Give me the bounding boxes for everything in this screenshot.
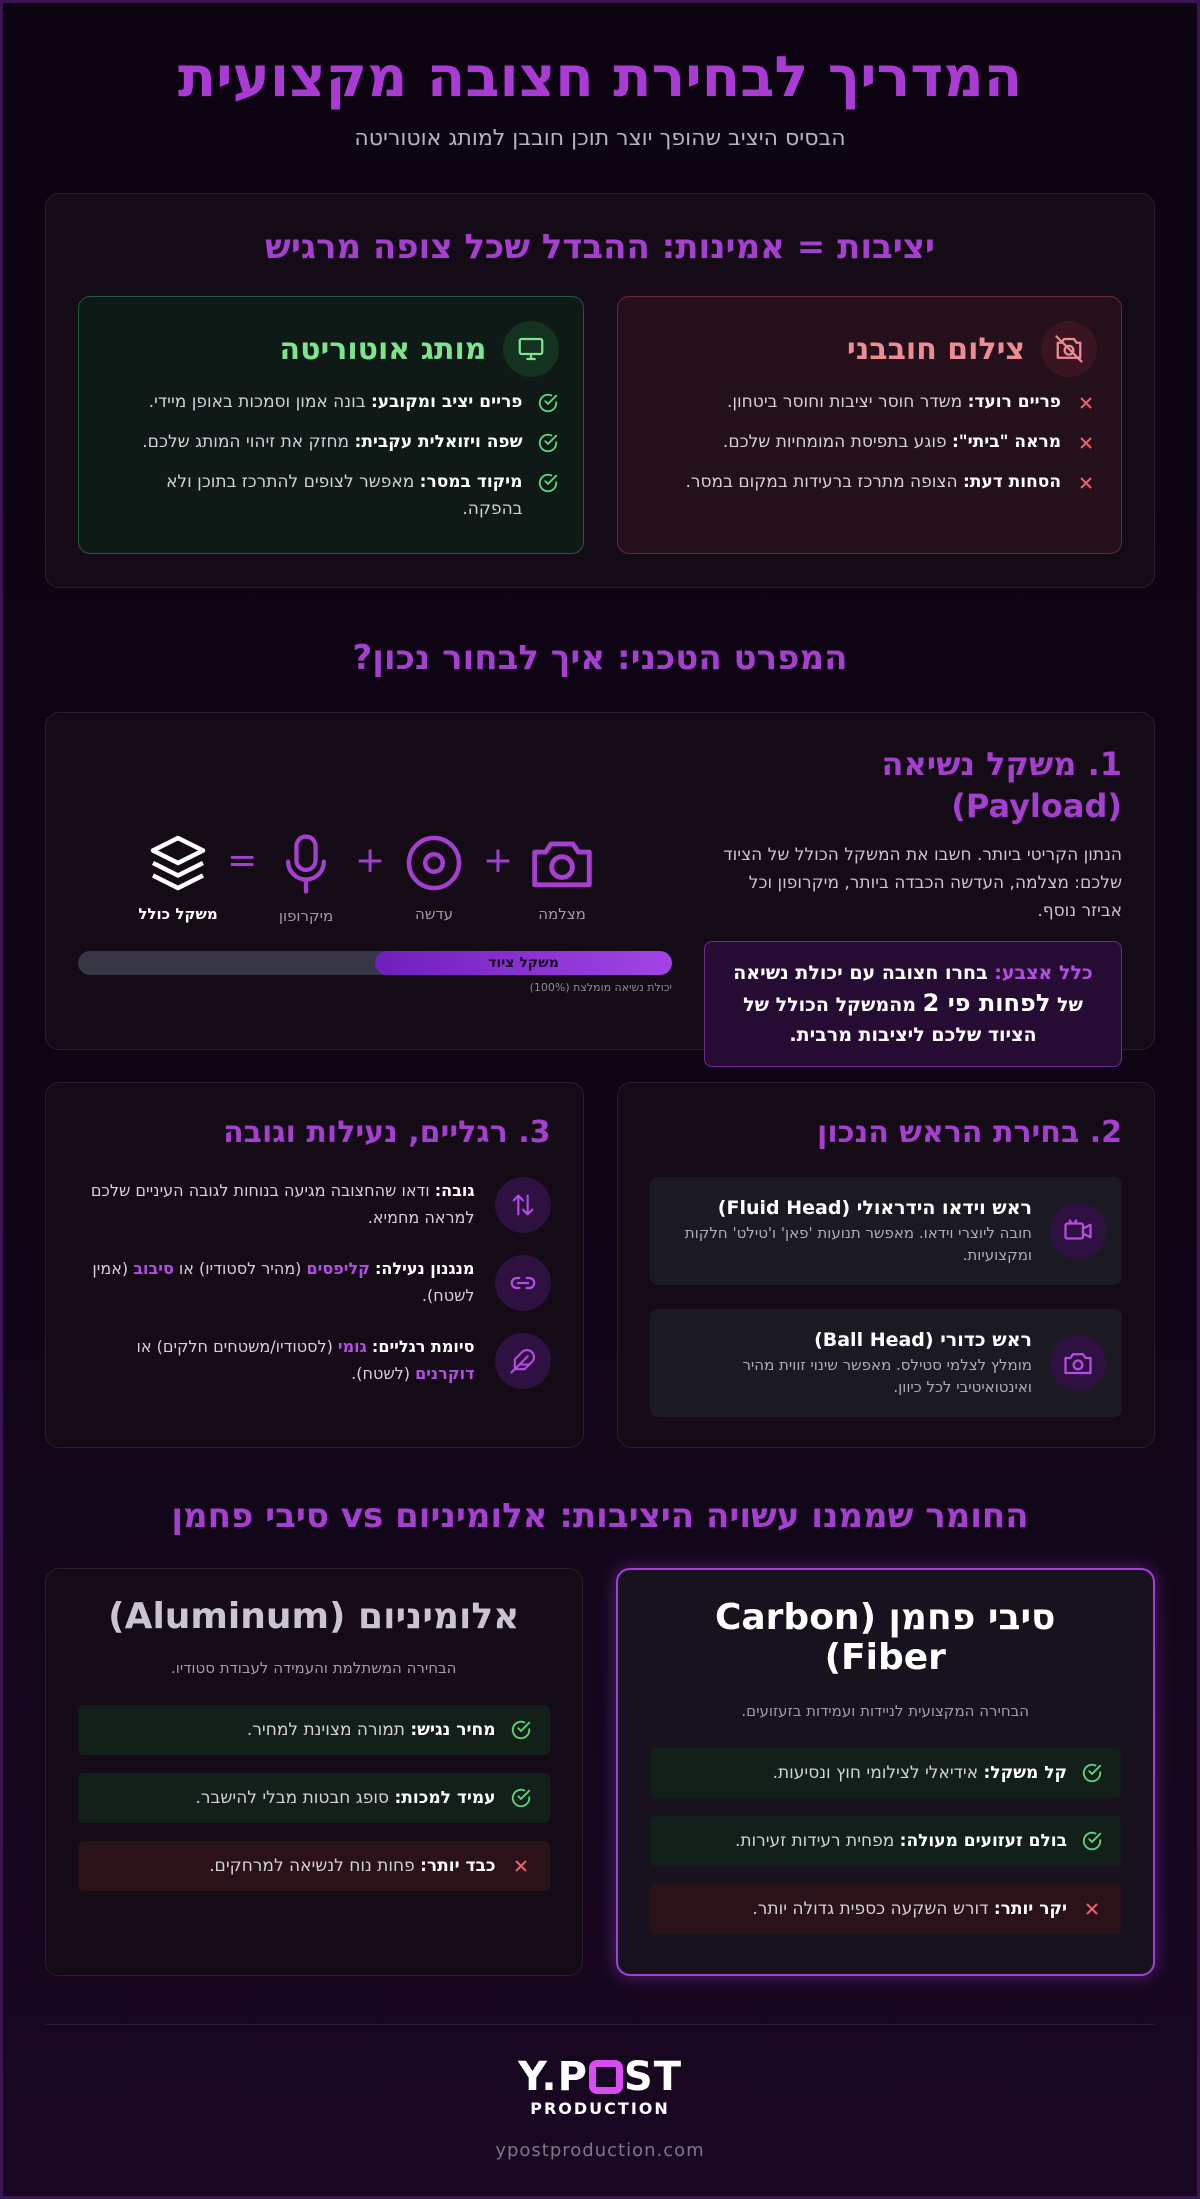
check-circle-icon	[537, 429, 559, 456]
monitor-icon	[503, 321, 559, 377]
check-circle-icon	[1081, 1762, 1103, 1784]
stability-title: יציבות = אמינות: ההבדל שכל צופה מרגיש	[265, 227, 935, 267]
microphone-icon	[281, 833, 331, 895]
carbon-subtitle: הבחירה המקצועית לניידות ועמידות בזעזועים.	[741, 1702, 1030, 1720]
ball-head-desc: מומלץ לצלמי סטילס. מאפשר שינוי זווית מהיר ואינטואיטיבי לכל כיוון.	[742, 1356, 1032, 1396]
equals-sign: =	[226, 840, 258, 881]
head-title: 2. בחירת הראש הנכון	[817, 1115, 1122, 1150]
check-circle-icon	[1081, 1830, 1103, 1852]
lock-item: מנגנון נעילה: קליפסים (מהיר לסטודיו) או סיבוב (אמין לשטח).	[78, 1255, 551, 1311]
payload-section	[45, 712, 1155, 1050]
carbon-pro-item: בולם זעזועים מעולה: מפחית רעידות זעירות.	[650, 1816, 1122, 1866]
page-title: המדריך לבחירת חצובה מקצועית	[177, 45, 1023, 110]
equation-total: משקל כולל	[138, 833, 218, 923]
lens-icon	[404, 833, 464, 893]
authority-card	[78, 296, 584, 554]
aluminum-con-item: כבד יותר: פחות נוח לנשיאה למרחקים.	[78, 1841, 550, 1891]
head-section	[617, 1082, 1156, 1448]
page-subtitle: הבסיס היציב שהופך יוצר תוכן חובבן למותג אוטוריטה	[354, 126, 846, 151]
payload-title: 1. משקל נשיאה (Payload)	[881, 745, 1122, 825]
material-title: החומר שממנו עשויה היציבות: אלומיניום vs סיבי פחמן	[171, 1496, 1029, 1536]
amateur-item: הסחות דעת: הצופה מתרכז ברעידות במקום במסר.	[642, 469, 1098, 496]
amateur-item: פריים רועד: משדר חוסר יציבות וחוסר ביטחון.	[642, 389, 1098, 416]
payload-bar-note: יכולת נשיאה מומלצת (100%)	[529, 981, 672, 994]
video-camera-icon	[1050, 1203, 1106, 1259]
check-circle-icon	[510, 1719, 532, 1741]
ball-head-card	[650, 1309, 1123, 1417]
authority-item: שפה ויזואלית עקבית: מחזק את זיהוי המותג שלכם.	[103, 429, 559, 456]
no-camera-icon	[1041, 321, 1097, 377]
x-icon	[1075, 429, 1097, 456]
payload-bar	[78, 951, 672, 975]
plus-sign: +	[482, 840, 514, 881]
height-item: גובה: ודאו שהחצובה מגיעה בנוחות לגובה העיניים שלכם למראה מחמיא.	[78, 1177, 551, 1233]
carbon-title: סיבי פחמן (Carbon Fiber)	[714, 1597, 1056, 1678]
equation-mic: מיקרופון	[266, 833, 346, 925]
payload-body: הנתון הקריטי ביותר. חשבו את המשקל הכולל של הציוד שלכם: מצלמה, העדשה הכבדה ביותר, מיקרופון וכל אביזר נוסף.	[723, 845, 1122, 921]
camera-icon	[1050, 1335, 1106, 1391]
carbon-card	[616, 1568, 1156, 1976]
aluminum-title: אלומיניום (Aluminum)	[108, 1596, 520, 1637]
fluid-head-card	[650, 1177, 1123, 1285]
layers-icon	[148, 833, 208, 893]
website-link[interactable]: ypostproduction.com	[495, 2140, 705, 2161]
equipment-weight-fill: משקל ציוד	[375, 951, 672, 975]
x-icon	[510, 1855, 532, 1877]
rule-of-thumb-box: כלל אצבע: בחרו חצובה עם יכולת נשיאה של לפחות פי 2 מהמשקל הכולל של הציוד שלכם ליציבות מרבית.	[704, 941, 1122, 1067]
authority-item: פריים יציב ומקובע: בונה אמון וסמכות באופן מיידי.	[103, 389, 559, 416]
fluid-head-title: ראש וידאו הידראולי (Fluid Head)	[717, 1197, 1032, 1219]
x-icon	[1075, 469, 1097, 496]
ypost-logo: Y.P ST PRODUCTION	[518, 2054, 682, 2118]
carbon-pro-item: קל משקל: אידיאלי לצילומי חוץ ונסיעות.	[650, 1748, 1122, 1798]
aluminum-subtitle: הבחירה המשתלמת והעמידה לעבודת סטודיו.	[171, 1659, 457, 1677]
link-icon	[495, 1255, 551, 1311]
camera-icon	[529, 833, 595, 893]
x-icon	[1081, 1898, 1103, 1920]
payload-equation	[78, 743, 672, 1019]
authority-item: מיקוד במסר: מאפשר לצופים להתרכז בתוכן ולא בהפקה.	[103, 469, 559, 523]
aluminum-pro-item: מחיר נגיש: תמורה מצוינת למחיר.	[78, 1705, 550, 1755]
ball-head-title: ראש כדורי (Ball Head)	[814, 1329, 1032, 1351]
amateur-card	[617, 296, 1123, 554]
check-circle-icon	[537, 389, 559, 416]
carbon-con-item: יקר יותר: דורש השקעה כספית גדולה יותר.	[650, 1884, 1122, 1934]
plus-sign: +	[354, 840, 386, 881]
equation-camera: מצלמה	[522, 833, 602, 923]
footer-divider	[45, 2024, 1155, 2025]
fluid-head-desc: חובה ליוצרי וידאו. מאפשר תנועות 'פאן' ו'טילט' חלקות ומקצועיות.	[684, 1224, 1032, 1264]
feather-icon	[495, 1333, 551, 1389]
check-circle-icon	[537, 469, 559, 496]
tech-title: המפרט הטכני: איך לבחור נכון?	[352, 638, 848, 678]
aluminum-card	[45, 1568, 583, 1976]
amateur-title: צילום חובבני	[846, 331, 1025, 367]
equation-lens: עדשה	[394, 833, 474, 923]
legs-section	[45, 1082, 584, 1448]
feet-item: סיומת רגליים: גומי (לסטודיו/משטחים חלקים) או דוקרנים (לשטח).	[78, 1333, 551, 1389]
check-circle-icon	[510, 1787, 532, 1809]
stability-section	[45, 193, 1155, 588]
x-icon	[1075, 389, 1097, 416]
authority-title: מותג אוטוריטה	[279, 331, 487, 367]
legs-title: 3. רגליים, נעילות וגובה	[223, 1115, 551, 1150]
arrows-up-down-icon	[495, 1177, 551, 1233]
amateur-item: מראה "ביתי": פוגע בתפיסת המומחיות שלכם.	[642, 429, 1098, 456]
aluminum-pro-item: עמיד למכות: סופג חבטות מבלי להישבר.	[78, 1773, 550, 1823]
